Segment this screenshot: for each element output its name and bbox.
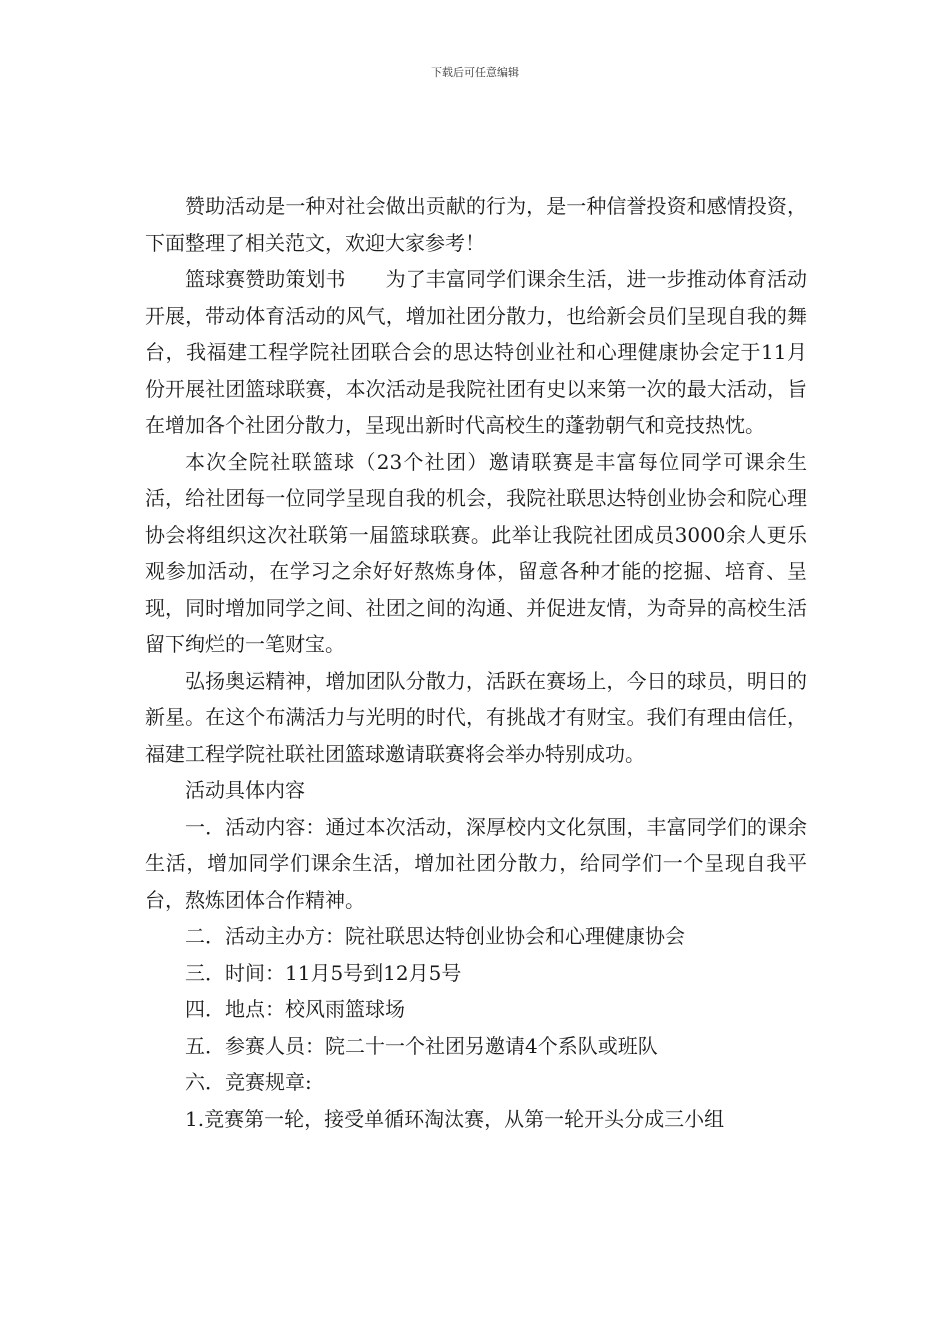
page-header: 下载后可任意编辑 [431, 66, 519, 79]
document-body [145, 188, 807, 1137]
list-item-organizer: 二．活动主办方：院社联思达特创业协会和心理健康协会 [185, 924, 685, 948]
list-item-time: 三．时间：11月5号到12月5号 [185, 960, 462, 985]
list-item-rules: 六．竞赛规章: [185, 1070, 312, 1094]
paragraph-league: 本次全院社联篮球（23个社团）邀请联赛是丰富每位同学可课余生活，给社团每一位同学呈现自我的机会，我院社联思达特创业协会和院心理协会将组织这次社联第一届篮球联赛。此举让我院社团成员3000余人更乐观参加活动，在学习之余好好熬炼身体，留意各种才能的挖掘、培育、呈现，同时增加同学之间、社团之间的沟通、并促进友情，为奇异的高校生活留下绚烂的一笔财宝。 [145, 449, 807, 656]
paragraph-spirit: 弘扬奥运精神，增加团队分散力，活跃在赛场上，今日的球员，明日的新星。在这个布满活力与光明的时代，有挑战才有财宝。我们有理由信任，福建工程学院社联社团篮球邀请联赛将会举办特别成功。 [145, 668, 807, 766]
list-item-content: 一．活动内容：通过本次活动，深厚校内文化氛围，丰富同学们的课余生活，增加同学们课余生活，增加社团分散力，给同学们一个呈现自我平台，熬炼团体合作精神。 [145, 814, 807, 912]
paragraph-intro: 赞助活动是一种对社会做出贡献的行为，是一种信誉投资和感情投资，下面整理了相关范文，欢迎大家参考！ [145, 194, 807, 255]
section-heading: 活动具体内容 [185, 778, 305, 802]
paragraph-plan: 篮球赛赞助策划书 为了丰富同学们课余生活，进一步推动体育活动开展，带动体育活动的风气，增加社团分散力，也给新会员们呈现自我的舞台，我福建工程学院社团联合会的思达特创业社和心理健康协会定于11月份开展社团篮球联赛，本次活动是我院社团有史以来第一次的最大活动，旨在增加各个社团分散力，呈现出新时代高校生的蓬勃朝气和竞技热忱。 [145, 267, 807, 437]
list-item-location: 四．地点：校风雨篮球场 [185, 997, 405, 1021]
list-item-rule-1: 1.竞赛第一轮，接受单循环淘汰赛，从第一轮开头分成三小组 [185, 1106, 725, 1131]
list-item-participants: 五．参赛人员：院二十一个社团另邀请4个系队或班队 [185, 1033, 658, 1058]
